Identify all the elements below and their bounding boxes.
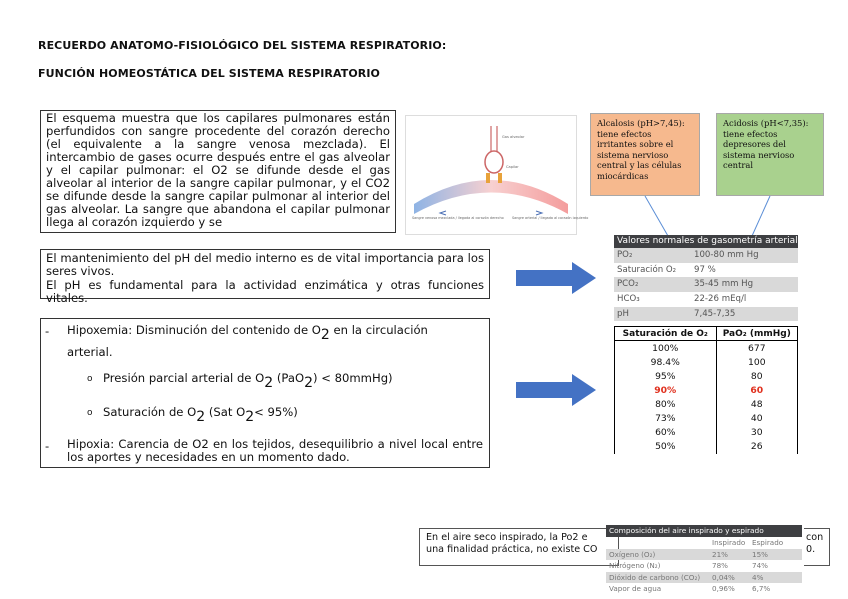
table-header-row bbox=[615, 327, 798, 341]
hypoxemia-definition: Hipoxemia: Disminución del contenido de $O_2$ en la circulación bbox=[67, 323, 428, 343]
hypoxemia-line2: arterial. bbox=[67, 345, 113, 359]
diagram-label-top: Gas alveolar bbox=[502, 135, 525, 139]
gasometry-table bbox=[614, 235, 798, 321]
table-row: PCO₂ 35-45 mm Hg bbox=[614, 277, 798, 292]
air-textbox bbox=[419, 528, 619, 566]
alkalosis-connector bbox=[645, 196, 668, 236]
table-row: 50% 26 bbox=[615, 440, 798, 454]
saturation-table bbox=[614, 326, 798, 454]
table-row: 60% 30 bbox=[615, 426, 798, 440]
ph-text-line2: El pH es fundamental para la actividad enzimática y otras funciones vitales. bbox=[46, 277, 484, 305]
table-row: Oxígeno (O₂) 21% 15% bbox=[606, 549, 802, 561]
table-row: pH 7,45-7,35 bbox=[614, 307, 798, 322]
intro-text: El esquema muestra que los capilares pulmonares están perfundidos con sangre procedente del corazón derecho (el equivalente a la sangre venosa mezclada). El intercambio de gases ocurre después entre el gas alveolar y el capilar pulmonar: el O2 se difunde desde el gas alveolar al interior de la sangre capilar pulmonar, y el CO2 se difunde desde la sangre capilar pulmonar al interior del gas alveolar. La sangre que abandona el capilar pulmonar llega al corazón izquierdo y se bbox=[46, 111, 390, 229]
gasometry-title: Valores normales de gasometría arterial bbox=[614, 235, 798, 248]
pao2-criterion: Presión parcial arterial de $O_2$ (PaO$_2$) < 80mmHg) bbox=[103, 371, 393, 391]
ph-textbox bbox=[40, 249, 490, 305]
table-row: 95% 80 bbox=[615, 369, 798, 383]
table-row: Vapor de agua 0,96% 6,7% bbox=[609, 584, 771, 593]
diagram-label-right: Sangre arterial / llegada al corazón izquierdo bbox=[512, 216, 589, 220]
table-row: 100% 677 bbox=[615, 341, 798, 356]
table-row-highlight: 90% 60 bbox=[615, 383, 798, 397]
arrow-right-icon bbox=[516, 262, 596, 294]
table-row: 80% 48 bbox=[615, 397, 798, 411]
air-text-line2: una finalidad práctica, no existe CO bbox=[426, 543, 598, 555]
header-saturation: Saturación de O₂ bbox=[615, 327, 717, 341]
dash-bullet: - bbox=[45, 439, 50, 453]
air-table-title: Composición del aire inspirado y espirado bbox=[606, 525, 802, 537]
ph-text-line1: El mantenimiento del pH del medio interno es de vital importancia para los seres vivos. bbox=[46, 251, 484, 279]
alkalosis-text: Alcalosis (pH>7,45): tiene efectos irritantes sobre el sistema nervioso central y las células miocárdicas bbox=[597, 118, 685, 181]
air-composition-table bbox=[606, 525, 802, 595]
acidosis-connector bbox=[752, 196, 770, 236]
saturation-criterion: Saturación de $O_2$ (Sat $O_2< 95\%$) bbox=[103, 405, 298, 425]
table-row: 98.4% 100 bbox=[615, 355, 798, 369]
circle-bullet: o bbox=[87, 374, 93, 384]
diagram-label-mid: Capilar bbox=[506, 165, 519, 169]
arrow-right-icon bbox=[516, 374, 596, 406]
circle-bullet: o bbox=[87, 408, 93, 418]
definitions-textbox bbox=[40, 318, 490, 468]
acidosis-text: Acidosis (pH<7,35): tiene efectos depresores del sistema nervioso central bbox=[723, 118, 809, 171]
table-row: Dióxido de carbono (CO₂) 0,04% 4% bbox=[606, 572, 802, 584]
air-text-right1: con bbox=[806, 532, 824, 543]
air-text-line1: En el aire seco inspirado, la Po2 e bbox=[426, 532, 588, 543]
table-row: PO₂ 100-80 mm Hg bbox=[614, 248, 798, 263]
air-text-right2: 0. bbox=[806, 543, 816, 555]
page-title: RECUERDO ANATOMO-FISIOLÓGICO DEL SISTEMA RESPIRATORIO: bbox=[38, 39, 447, 52]
table-row: HCO₃ 22-26 mEq/l bbox=[617, 294, 747, 305]
header-pao2: PaO₂ (mmHg) bbox=[716, 327, 797, 341]
table-row: Saturación O₂ 97 % bbox=[617, 264, 716, 275]
table-header-row: Inspirado Espirado bbox=[712, 538, 784, 547]
page-subtitle: FUNCIÓN HOMEOSTÁTICA DEL SISTEMA RESPIRATORIO bbox=[38, 67, 381, 80]
air-textbox-right bbox=[804, 528, 830, 566]
diagram-label-left: Sangre venosa mezclada / llegada al corazón derecho bbox=[412, 216, 504, 220]
table-row: Nitrógeno (N₂) 78% 74% bbox=[609, 561, 768, 570]
dash-bullet: - bbox=[45, 324, 50, 338]
table-row: 73% 40 bbox=[615, 411, 798, 425]
hypoxia-definition: Hipoxia: Carencia de O2 en los tejidos, desequilibrio a nivel local entre los aportes y necesidades en un momento dado. bbox=[67, 437, 483, 464]
